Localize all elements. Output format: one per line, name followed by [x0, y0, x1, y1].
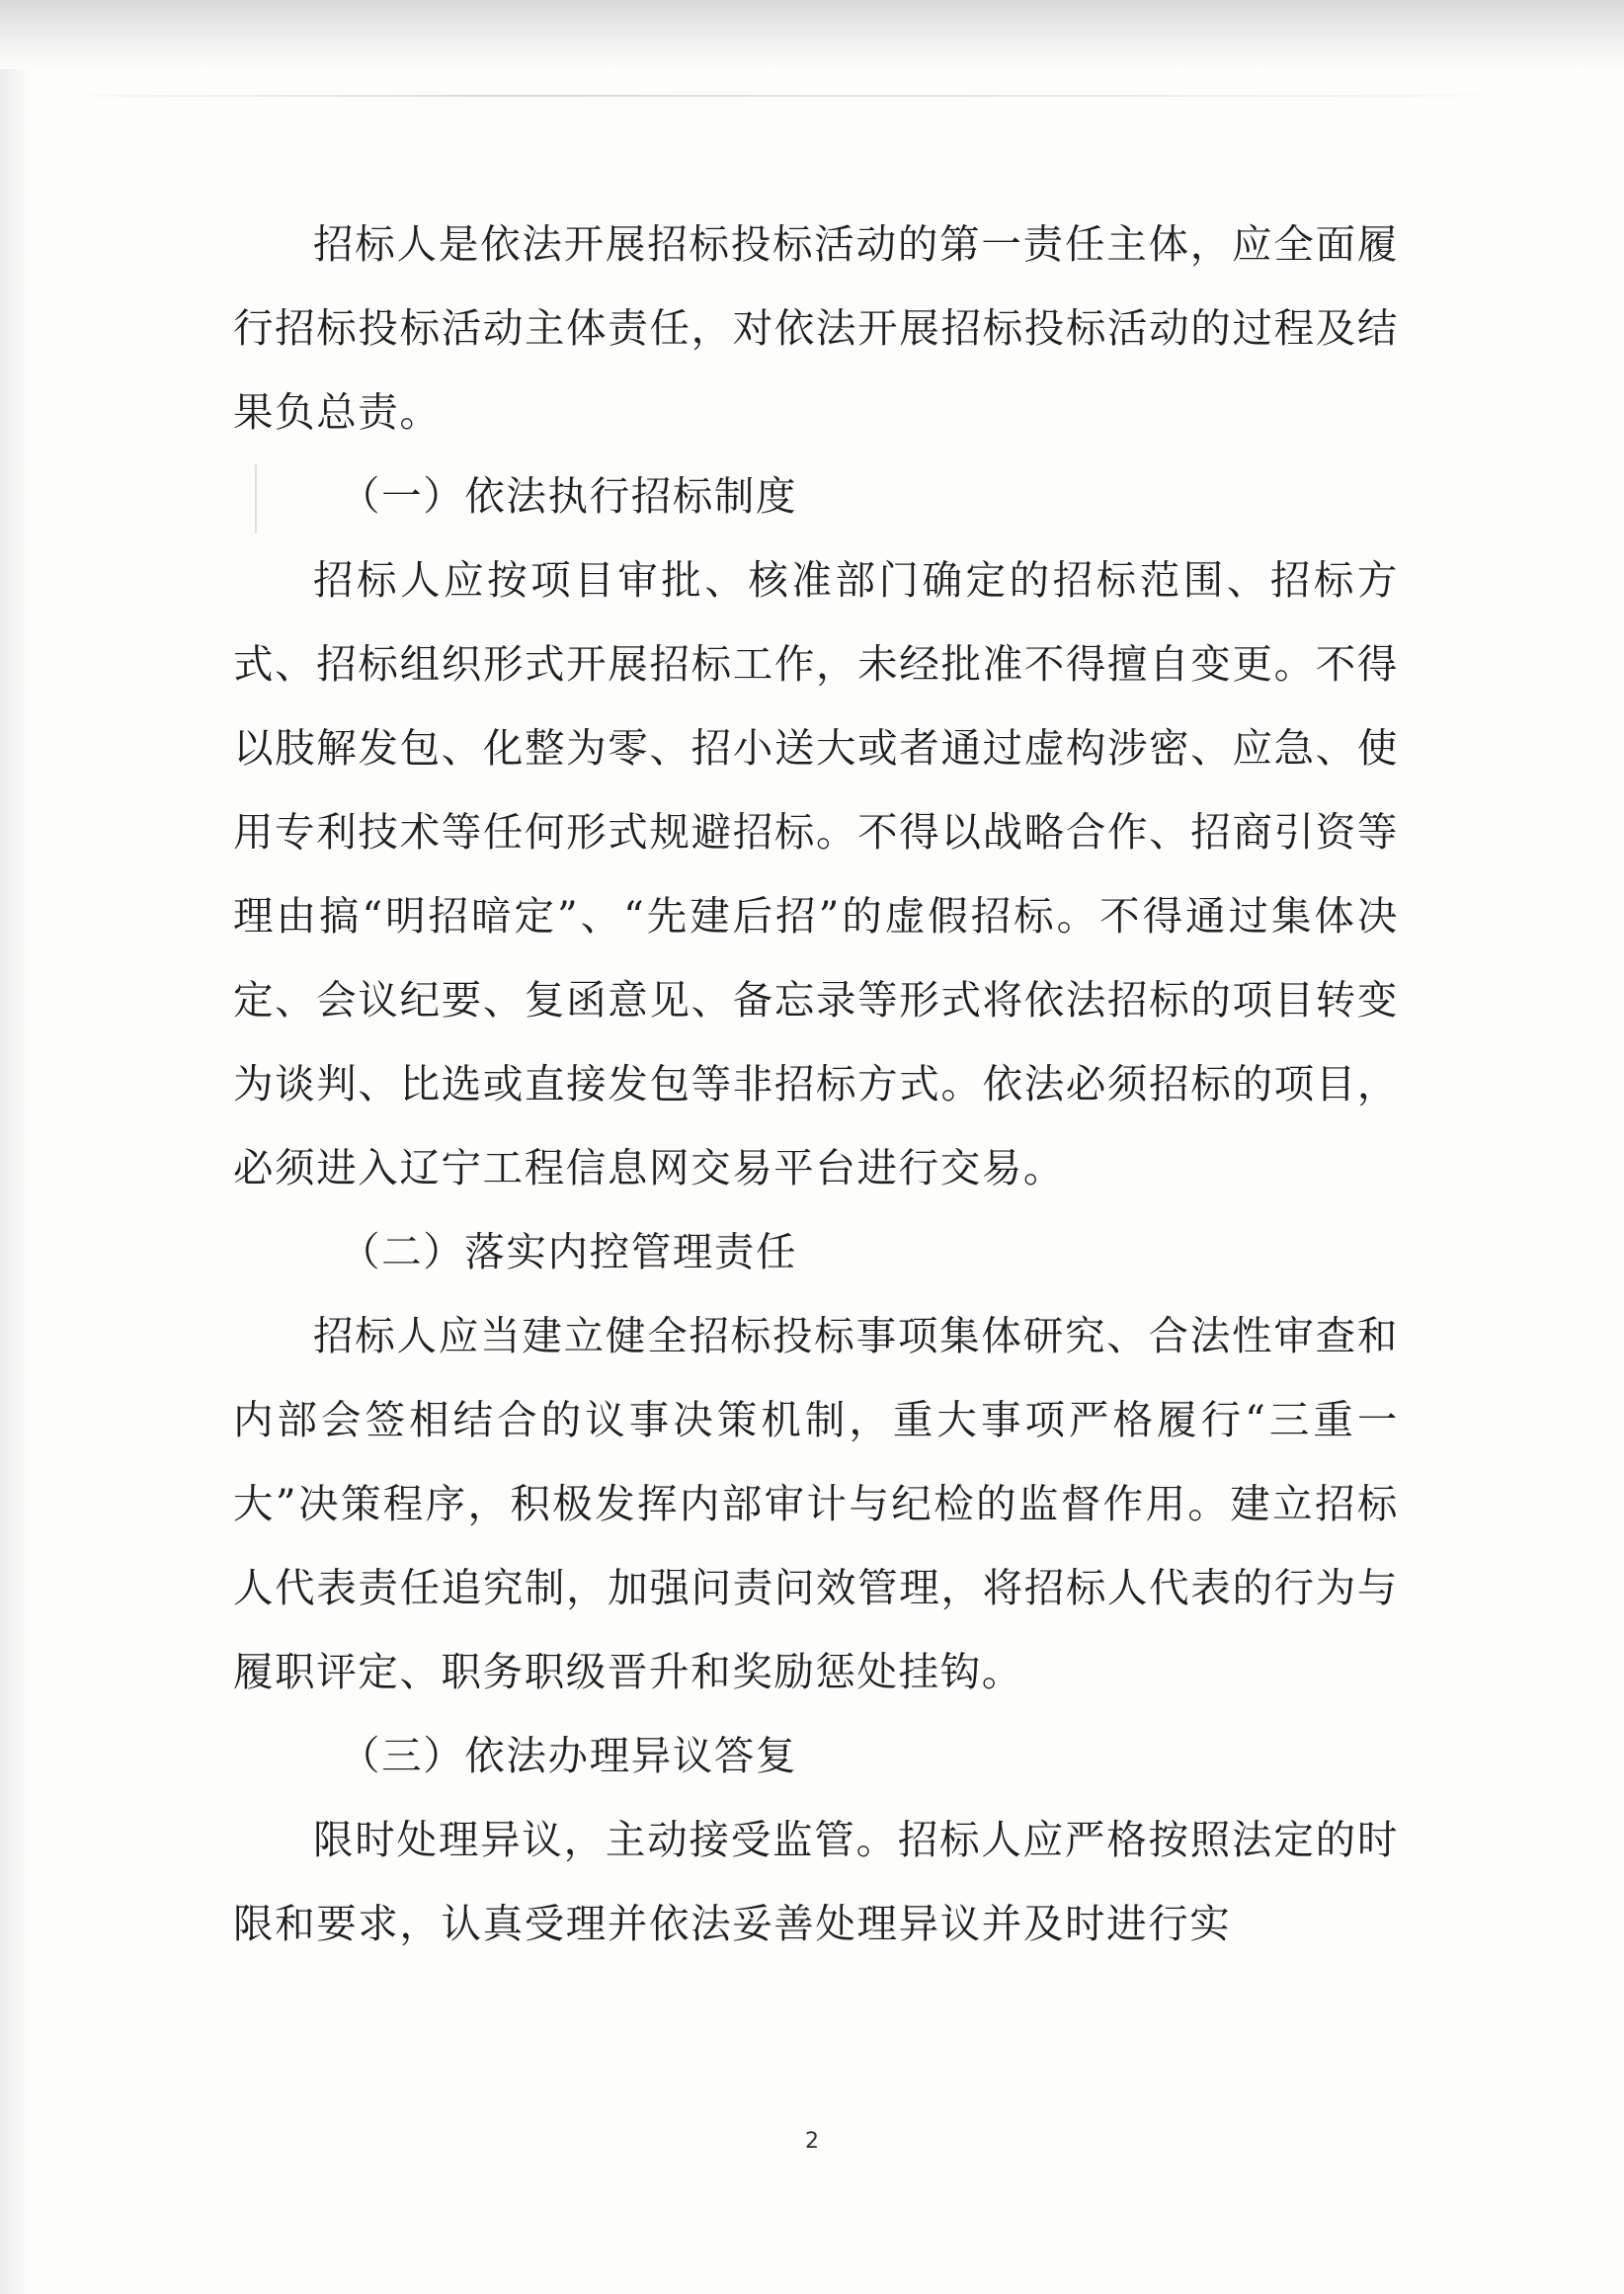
- section-heading-1: （一）依法执行招标制度: [340, 472, 798, 520]
- document-body: [233, 203, 1399, 1966]
- paragraph-section-1: 招标人应按项目审批、核准部门确定的招标范围、招标方式、招标组织形式开展招标工作，未经批准不得擅自变更。不得以肢解发包、化整为零、招小送大或者通过虚构涉密、应急、使用专利技术等任何形式规避招标。不得以战略合作、招商引资等理由搞“明招暗定”、“先建后招”的虚假招标。不得通过集体决定、会议纪要、复函意见、备忘录等形式将依法招标的项目转变为谈判、比选或直接发包等非招标方式。依法必须招标的项目，必须进入辽宁工程信息网交易平台进行交易。: [233, 556, 1399, 1191]
- section-heading-3: （三）依法办理异议答复: [340, 1732, 798, 1779]
- paragraph-section-3: 限时处理异议，主动接受监管。招标人应严格按照法定的时限和要求，认真受理并依法妥善处理异议并及时进行实: [233, 1816, 1399, 1947]
- section-heading-2: （二）落实内控管理责任: [340, 1228, 798, 1275]
- paragraph-intro: 招标人是依法开展招标投标活动的第一责任主体，应全面履行招标投标活动主体责任，对依法开展招标投标活动的过程及结果负总责。: [233, 220, 1399, 436]
- scan-shadow-top: [0, 0, 1624, 69]
- page-number: 2: [805, 2129, 819, 2154]
- paragraph-section-2: 招标人应当建立健全招标投标事项集体研究、合法性审查和内部会签相结合的议事决策机制，重大事项严格履行“三重一大”决策程序，积极发挥内部审计与纪检的监督作用。建立招标人代表责任追究制，加强问责问效管理，将招标人代表的行为与履职评定、职务职级晋升和奖励惩处挂钩。: [233, 1312, 1399, 1695]
- scan-artifact-line: [40, 95, 1561, 97]
- scan-shadow-left: [0, 69, 30, 2294]
